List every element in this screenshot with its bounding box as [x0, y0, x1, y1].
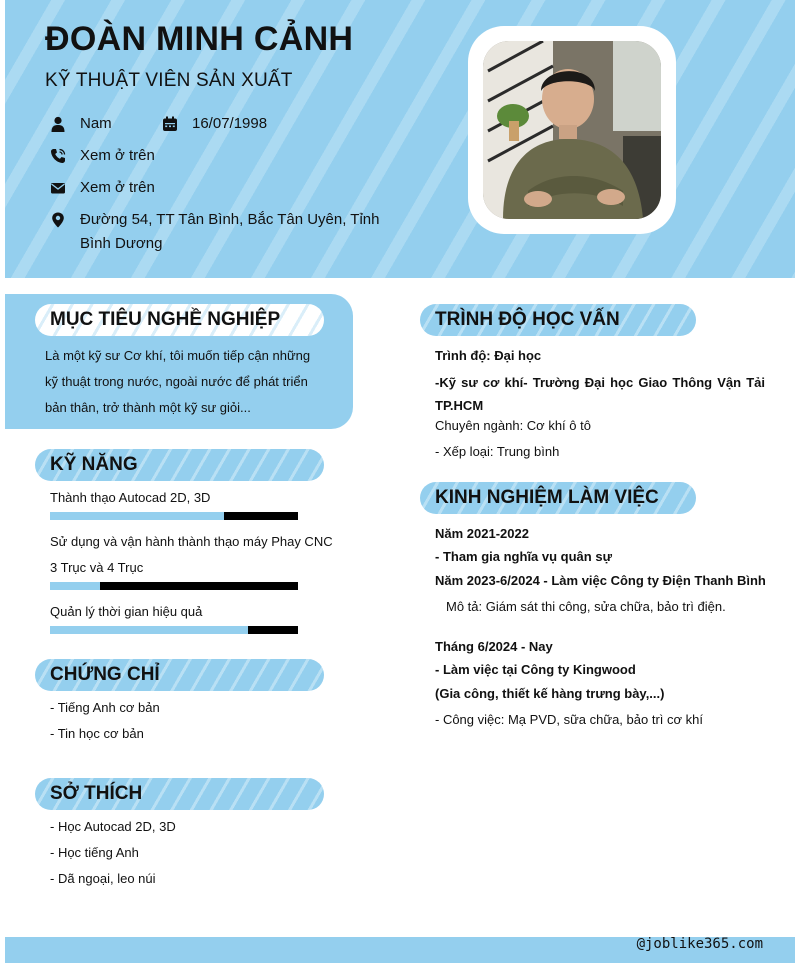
phone-row	[50, 144, 155, 168]
skill-bar	[50, 626, 298, 634]
location-pin-icon	[50, 212, 66, 228]
job3-period: Tháng 6/2024 - Nay	[435, 639, 553, 654]
education-heading	[420, 304, 696, 336]
birthdate-value: 16/07/1998	[192, 115, 268, 132]
skill-bar-fill	[50, 626, 248, 634]
list-item: - Dã ngoại, leo núi	[50, 871, 156, 886]
list-item: - Học tiếng Anh	[50, 845, 139, 860]
list-item: - Tin học cơ bản	[50, 726, 144, 741]
skill-bar-fill	[50, 512, 224, 520]
gender-value: Nam	[80, 115, 112, 132]
person-icon	[50, 116, 66, 132]
skill-label: Thành thạo Autocad 2D, 3D	[50, 490, 211, 505]
gender-row	[50, 112, 112, 136]
job-title: KỸ THUẬT VIÊN SẢN XUẤT	[45, 70, 293, 91]
profile-photo-frame	[468, 26, 676, 234]
profile-photo	[483, 41, 661, 219]
footer-handle: @joblike365.com	[636, 936, 763, 952]
email-row	[50, 176, 155, 200]
candidate-name: ĐOÀN MINH CẢNH	[45, 20, 354, 58]
education-major: Chuyên ngành: Cơ khí ô tô	[435, 418, 591, 433]
skills-heading	[35, 449, 324, 481]
objective-text: Là một kỹ sư Cơ khí, tôi muốn tiếp cận những kỹ thuật trong nước, ngoài nước để phát triển bản thân, trở thành một kỹ sư giỏi...	[45, 348, 311, 415]
list-item: - Tiếng Anh cơ bản	[50, 700, 160, 715]
envelope-icon	[50, 180, 66, 196]
certificates-heading	[35, 659, 324, 691]
certificates-title: CHỨNG CHỈ	[50, 664, 160, 685]
address-row	[50, 208, 410, 256]
job1-period: Năm 2021-2022	[435, 526, 529, 541]
hobbies-list	[50, 814, 176, 892]
job3-company: - Làm việc tại Công ty Kingwood	[435, 662, 636, 677]
footer-bar	[5, 937, 795, 963]
education-rank: - Xếp loại: Trung bình	[435, 444, 560, 459]
phone-value: Xem ở trên	[80, 147, 155, 164]
phone-icon	[50, 148, 66, 164]
hobbies-title: SỞ THÍCH	[50, 783, 143, 804]
job1-desc: - Tham gia nghĩa vụ quân sự	[435, 549, 612, 564]
job3-desc: - Công việc: Mạ PVD, sữa chữa, bảo trì cơ khí	[435, 712, 703, 727]
job2-period: Năm 2023-6/2024 - Làm việc Công ty Điện Thanh Bình	[435, 573, 766, 588]
skill-bar	[50, 582, 298, 590]
objective-heading	[35, 304, 324, 336]
education-title: TRÌNH ĐỘ HỌC VẤN	[435, 309, 620, 330]
calendar-icon	[162, 116, 178, 132]
skills-title: KỸ NĂNG	[50, 454, 138, 475]
skill-label: Sử dụng và vận hành thành thạo máy Phay CNC 3 Trục và 4 Trục	[50, 534, 333, 575]
hobbies-heading	[35, 778, 324, 810]
job2-desc: Mô tả: Giám sát thi công, sửa chữa, bảo trì điện.	[446, 599, 726, 614]
job3-note: (Gia công, thiết kế hàng trưng bày,...)	[435, 686, 665, 701]
skill-label: Quản lý thời gian hiệu quả	[50, 604, 203, 619]
skill-bar	[50, 512, 298, 520]
email-value: Xem ở trên	[80, 179, 155, 196]
birthdate-row	[162, 112, 267, 136]
objective-title: MỤC TIÊU NGHỀ NGHIỆP	[50, 309, 281, 330]
list-item: - Học Autocad 2D, 3D	[50, 819, 176, 834]
skill-bar-fill	[50, 582, 100, 590]
profile-photo-illustration	[483, 41, 661, 219]
address-value: Đường 54, TT Tân Bình, Bắc Tân Uyên, Tỉnh Bình Dương	[80, 211, 380, 252]
education-school: -Kỹ sư cơ khí- Trường Đại học Giao Thông Vận Tải TP.HCM	[435, 375, 765, 413]
experience-heading	[420, 482, 696, 514]
certificates-list	[50, 695, 160, 747]
education-level: Trình độ: Đại học	[435, 348, 542, 363]
experience-title: KINH NGHIỆM LÀM VIỆC	[435, 487, 659, 508]
